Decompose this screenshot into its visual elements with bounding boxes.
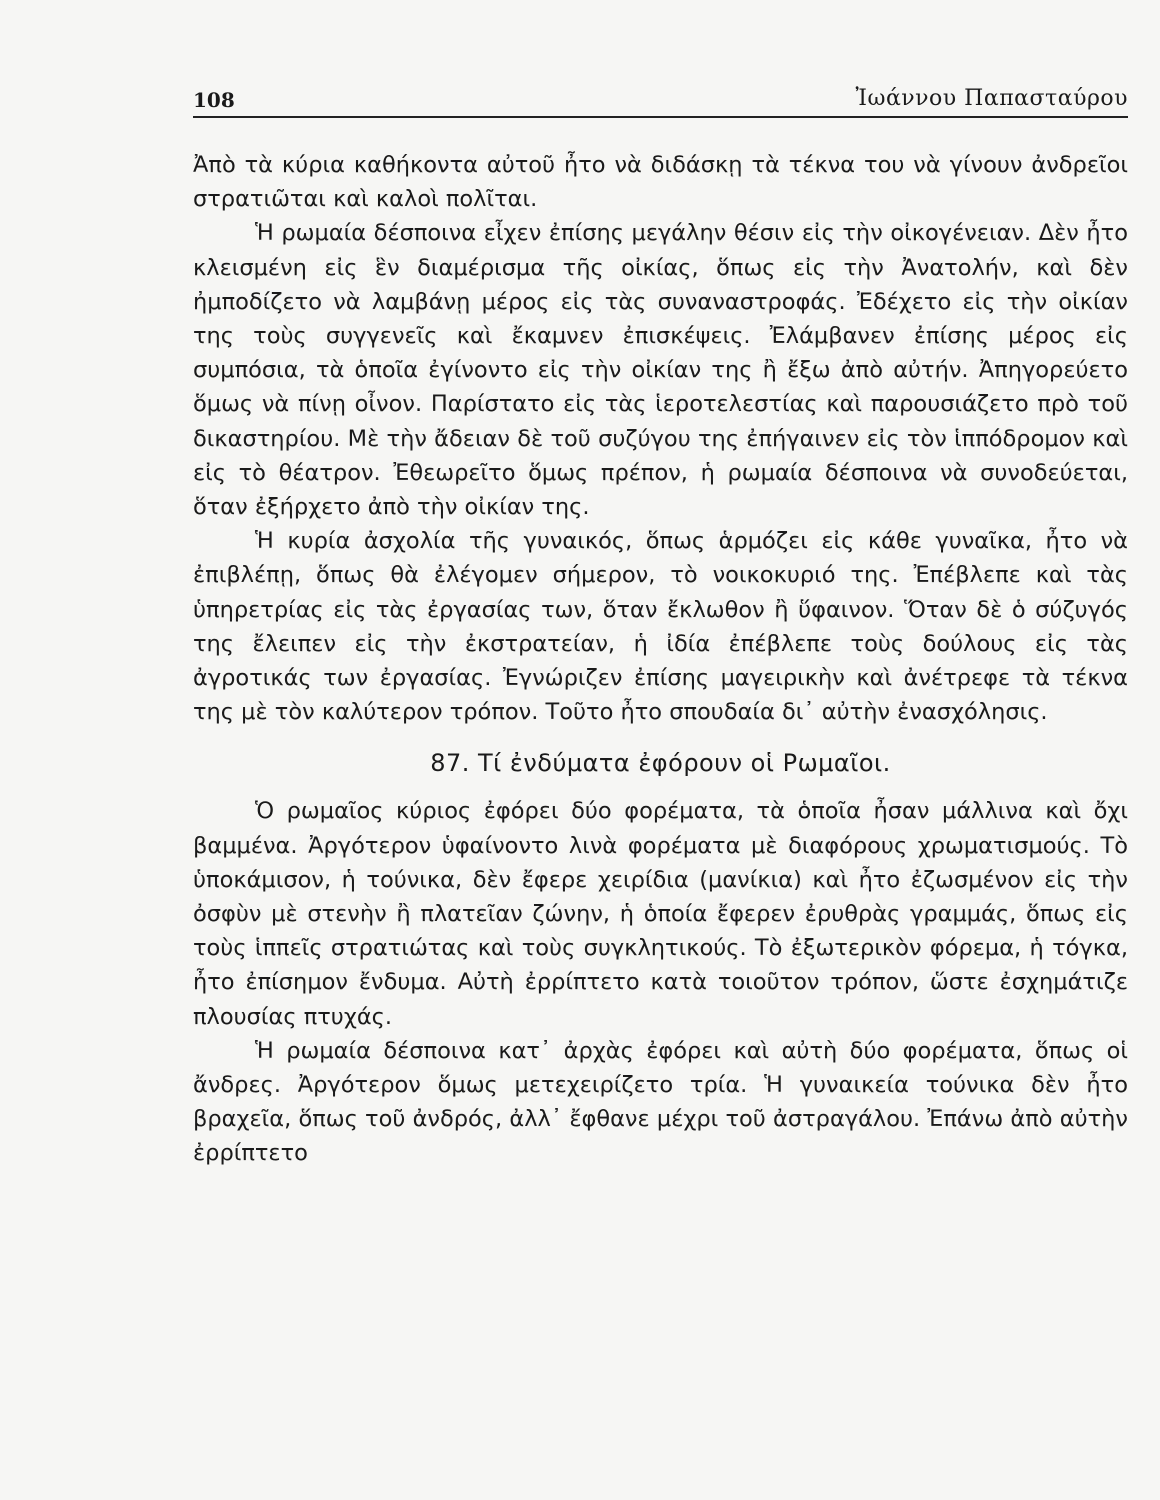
paragraph: Ἡ κυρία ἀσχολία τῆς γυναικός, ὅπως ἁρμόζει εἰς κάθε γυναῖκα, ἦτο νὰ ἐπιβλέπῃ, ὅπως θὰ ἐλέγομεν σήμερον, τὸ νοικοκυριό της. Ἐπέβλεπε καὶ τὰς ὑπηρετρίας εἰς τὰς ἐργασίας των, ὅταν ἔκλωθον ἢ ὕφαινον. Ὅταν δὲ ὁ σύζυγός της ἔλειπεν εἰς τὴν ἐκστρατείαν, ἡ ἰδία ἐπέβλεπε τοὺς δούλους εἰς τὰς ἀγροτικάς των ἐργασίας. Ἐγνώριζεν ἐπίσης μαγειρικὴν καὶ ἀνέτρεφε τὰ τέκνα της μὲ τὸν καλύτερον τρόπον. Τοῦτο ἦτο σπουδαία δι᾽ αὐτὴν ἐνασχόλησις.: [193, 528, 1128, 726]
running-head: [193, 80, 1128, 118]
paragraph: Ὁ ρωμαῖος κύριος ἐφόρει δύο φορέματα, τὰ ὁποῖα ἦσαν μάλλινα καὶ ὄχι βαμμένα. Ἀργότερον ὑφαίνοντο λινὰ φορέματα μὲ διαφόρους χρωματισμούς. Τὸ ὑποκάμισον, ἡ τούνικα, δὲν ἔφερε χειρίδια (μανίκια) καὶ ἦτο ἐζωσμένον εἰς τὴν ὀσφὺν μὲ στενὴν ἢ πλατεῖαν ζώνην, ἡ ὁποία ἔφερεν ἐρυθρὰς γραμμάς, ὅπως εἰς τοὺς ἱππεῖς στρατιώτας καὶ τοὺς συγκλητικούς. Τὸ ἐξωτερικὸν φόρεμα, ἡ τόγκα, ἦτο ἐπίσημον ἔνδυμα. Αὐτὴ ἐρρίπτετο κατὰ τοιοῦτον τρόπον, ὥστε ἐσχημάτιζε πλουσίας πτυχάς.: [193, 798, 1128, 1030]
section-heading: 87. Τί ἐνδύματα ἐφόρουν οἱ Ρωμαῖοι.: [430, 749, 891, 778]
running-head-author: Ἰωάννου Παπασταύρου: [855, 86, 1128, 111]
page-number: 108: [193, 88, 235, 112]
body-text: [193, 148, 1128, 1171]
paragraph: Ἡ ρωμαία δέσποινα κατ᾽ ἀρχὰς ἐφόρει καὶ αὐτὴ δύο φορέματα, ὅπως οἱ ἄνδρες. Ἀργότερον ὅμως μετεχειρίζετο τρία. Ἡ γυναικεία τούνικα δὲν ἦτο βραχεῖα, ὅπως τοῦ ἀνδρός, ἀλλ᾽ ἔφθανε μέχρι τοῦ ἀστραγάλου. Ἐπάνω ἀπὸ αὐτὴν ἐρρίπτετο: [193, 1037, 1128, 1167]
paragraph: Ἡ ρωμαία δέσποινα εἶχεν ἐπίσης μεγάλην θέσιν εἰς τὴν οἰκογένειαν. Δὲν ἦτο κλεισμένη εἰς ἓν διαμέρισμα τῆς οἰκίας, ὅπως εἰς τὴν Ἀνατολήν, καὶ δὲν ἠμποδίζετο νὰ λαμβάνῃ μέρος εἰς τὰς συναναστροφάς. Ἐδέχετο εἰς τὴν οἰκίαν της τοὺς συγγενεῖς καὶ ἔκαμνεν ἐπισκέψεις. Ἐλάμβανεν ἐπίσης μέρος εἰς συμπόσια, τὰ ὁποῖα ἐγίνοντο εἰς τὴν οἰκίαν της ἢ ἔξω ἀπὸ αὐτήν. Ἀπηγορεύετο ὅμως νὰ πίνῃ οἶνον. Παρίστατο εἰς τὰς ἱεροτελεστίας καὶ παρουσιάζετο πρὸ τοῦ δικαστηρίου. Μὲ τὴν ἄδειαν δὲ τοῦ συζύγου της ἐπήγαινεν εἰς τὸν ἱππόδρομον καὶ εἰς τὸ θέατρον. Ἐθεωρεῖτο ὅμως πρέπον, ἡ ρωμαία δέσποινα νὰ συνοδεύεται, ὅταν ἐξήρχετο ἀπὸ τὴν οἰκίαν της.: [193, 220, 1128, 521]
paragraph: Ἀπὸ τὰ κύρια καθήκοντα αὐτοῦ ἦτο νὰ διδάσκῃ τὰ τέκνα του νὰ γίνουν ἀνδρεῖοι στρατιῶται καὶ καλοὶ πολῖται.: [193, 152, 1128, 213]
